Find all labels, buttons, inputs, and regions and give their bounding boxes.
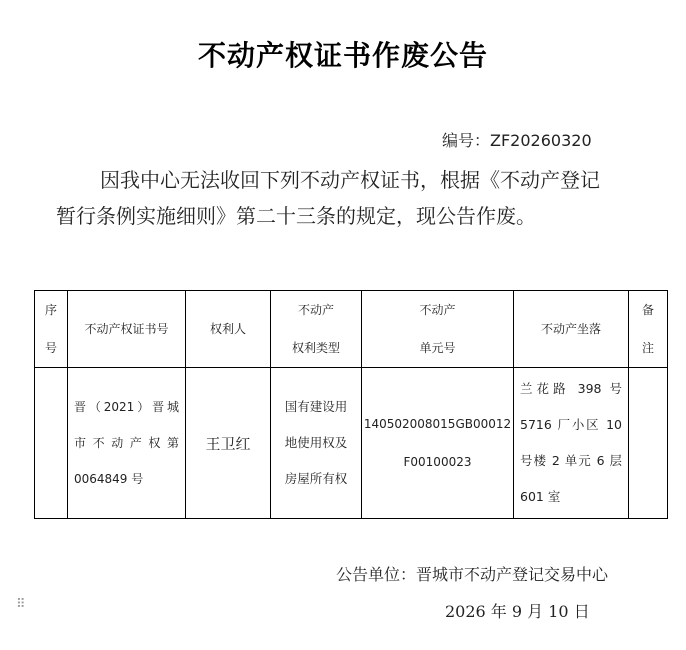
document-number xyxy=(442,128,592,151)
cell-owner: 王卫红 xyxy=(186,368,271,519)
drag-handle-icon[interactable]: ⠿ xyxy=(16,597,27,612)
cell-right-type: 国有建设用 地使用权及 房屋所有权 xyxy=(271,368,362,519)
header-right-type: 不动产 权利类型 xyxy=(271,291,362,368)
table-header-row xyxy=(35,291,668,368)
body-line-1: 因我中心无法收回下列不动产权证书，根据《不动产登记 xyxy=(100,168,600,192)
cell-note xyxy=(629,368,668,519)
certificate-table xyxy=(34,290,668,519)
header-seq: 序 号 xyxy=(35,291,68,368)
header-note: 备 注 xyxy=(629,291,668,368)
body-line-2: 暂行条例实施细则》第二十三条的规定，现公告作废。 xyxy=(56,204,536,228)
cell-cert-no: 晋（2021）晋城 市不动产权第 0064849 号 xyxy=(68,368,186,519)
cell-seq xyxy=(35,368,68,519)
page-title: 不动产权证书作废公告 xyxy=(197,39,488,72)
issue-date: 2026 年 9 月 10 日 xyxy=(445,602,590,621)
announcement-body xyxy=(56,162,646,234)
document-number-value: ZF20260320 xyxy=(490,131,592,150)
issuing-unit: 公告单位：晋城市不动产登记交易中心 xyxy=(336,565,609,584)
document-number-label: 编号： xyxy=(442,131,491,150)
header-unit-no: 不动产 单元号 xyxy=(362,291,514,368)
table-row xyxy=(35,368,668,519)
header-location: 不动产坐落 xyxy=(514,291,629,368)
header-owner: 权利人 xyxy=(186,291,271,368)
cell-unit-no: 140502008015GB00012 F00100023 xyxy=(362,368,514,519)
cell-location: 兰花路 398 号 5716 厂小区 10 号楼 2 单元 6 层 601 室 xyxy=(514,368,629,519)
header-cert-no: 不动产权证书号 xyxy=(68,291,186,368)
